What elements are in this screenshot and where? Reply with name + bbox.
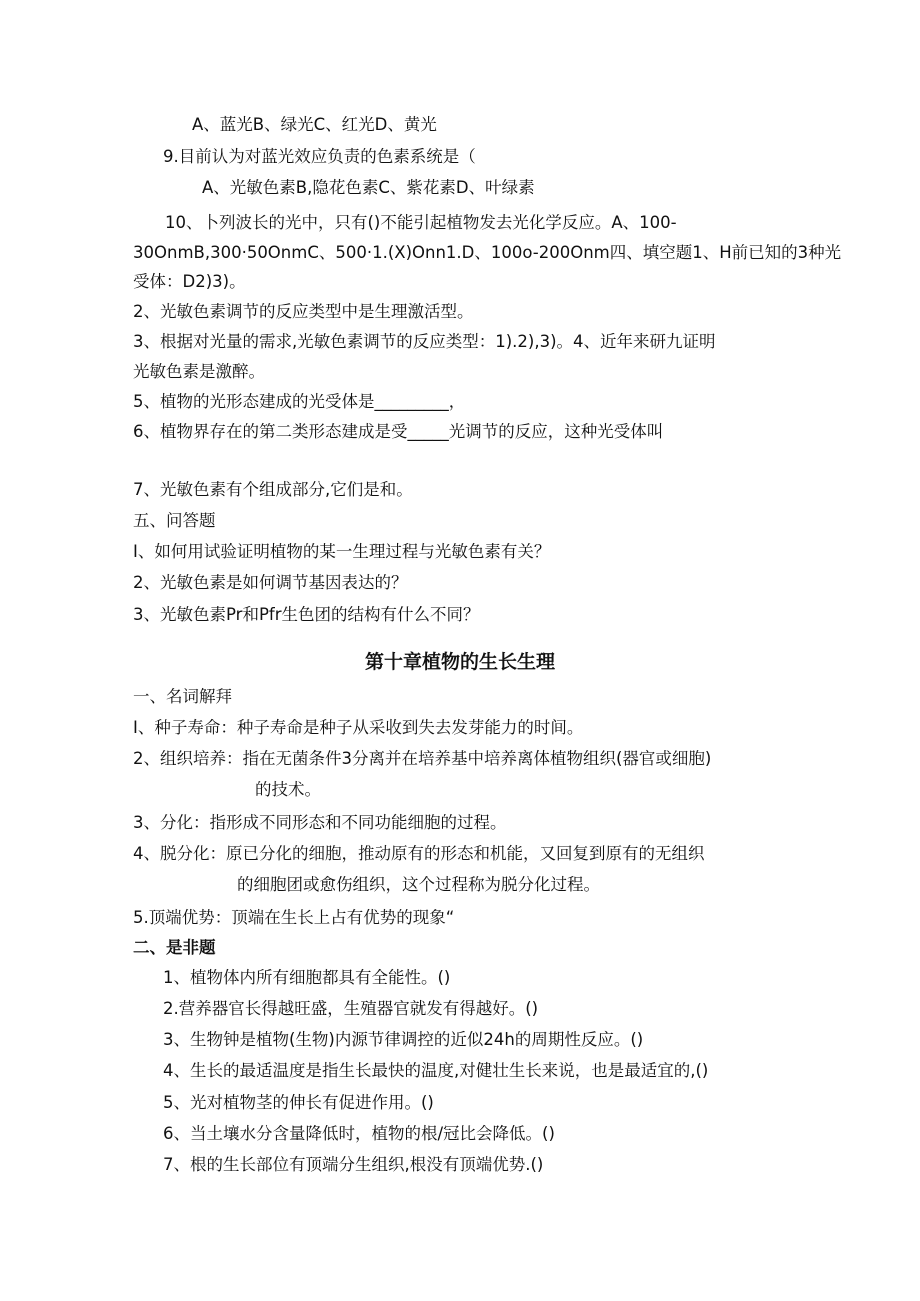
tf-item-1: 1、植物体内所有细胞都具有全能性。(): [163, 968, 451, 987]
q10-line-2: 30OnmB,300·50OnmC、500·1.(X)Onn1.D、100o-200Onm四、填空题1、H前已知的3种光: [133, 243, 842, 262]
q9-stem: 9.目前认为对蓝光效应负责的色素系统是（: [163, 147, 476, 166]
qa-item-2: 2、光敏色素是如何调节基因表达的？: [133, 573, 408, 592]
tf-item-5: 5、光对植物茎的伸长有促进作用。(): [163, 1093, 434, 1112]
fill-item-5: 5、植物的光形态建成的光受体是_________，: [133, 392, 466, 411]
fill-item-6: 6、植物界存在的第二类形态建成是受_____光调节的反应，这种光受体叫: [133, 422, 664, 441]
term-item-5: 5.顶端优势：顶端在生长上占有优势的现象“: [133, 908, 455, 927]
term-item-2-line-1: 2、组织培养：指在无菌条件3分离并在培养基中培养离体植物组织(器官或细胞): [133, 749, 712, 768]
tf-item-2: 2.营养器官长得越旺盛，生殖器官就发有得越好。(): [163, 999, 539, 1018]
tf-item-6: 6、当土壤水分含量降低时，植物的根/冠比会降低。(): [163, 1124, 555, 1143]
chapter-title: 第十章植物的生长生理: [364, 651, 555, 673]
q8-options: A、蓝光B、绿光C、红光D、黄光: [192, 115, 437, 134]
tf-item-7: 7、根的生长部位有顶端分生组织,根没有顶端优势.(): [163, 1155, 544, 1174]
tf-heading: 二、是非题: [133, 938, 216, 957]
section-5-heading: 五、问答题: [133, 511, 216, 530]
fill-item-2: 2、光敏色素调节的反应类型中是生理激活型。: [133, 302, 474, 321]
term-heading: 一、名词解拜: [133, 687, 232, 706]
fill-item-7: 7、光敏色素有个组成部分,它们是和。: [133, 480, 413, 499]
term-item-4-line-1: 4、脱分化：原已分化的细胞，推动原有的形态和机能，又回复到原有的无组织: [133, 844, 705, 863]
term-item-3: 3、分化：指形成不同形态和不同功能细胞的过程。: [133, 813, 507, 832]
q10-line-3: 受体：D2)3)。: [133, 272, 246, 291]
fill-item-3-line-1: 3、根据对光量的需求,光敏色素调节的反应类型：1).2),3)。4、近年来研九证明: [133, 332, 716, 351]
tf-item-3: 3、生物钟是植物(生物)内源节律调控的近似24h的周期性反应。(): [163, 1030, 644, 1049]
term-item-2-line-2: 的技术。: [255, 780, 321, 799]
qa-item-1: I、如何用试验证明植物的某一生理过程与光敏色素有关？: [133, 542, 551, 561]
term-item-4-line-2: 的细胞团或愈伤组织，这个过程称为脱分化过程。: [237, 875, 600, 894]
tf-item-4: 4、生长的最适温度是指生长最快的温度,对健壮生长来说，也是最适宜的,(): [163, 1061, 709, 1080]
qa-item-3: 3、光敏色素Pr和Pfr生色团的结构有什么不同？: [133, 605, 480, 624]
q9-options: A、光敏色素B,隐花色素C、紫花素D、叶绿素: [202, 178, 535, 197]
term-item-1: I、种子寿命：种子寿命是种子从采收到失去发芽能力的时间。: [133, 718, 584, 737]
fill-item-3-line-2: 光敏色素是激醉。: [133, 362, 265, 381]
q10-line-1: 10、卜列波长的光中，只有()不能引起植物发去光化学反应。A、100-: [165, 213, 677, 232]
